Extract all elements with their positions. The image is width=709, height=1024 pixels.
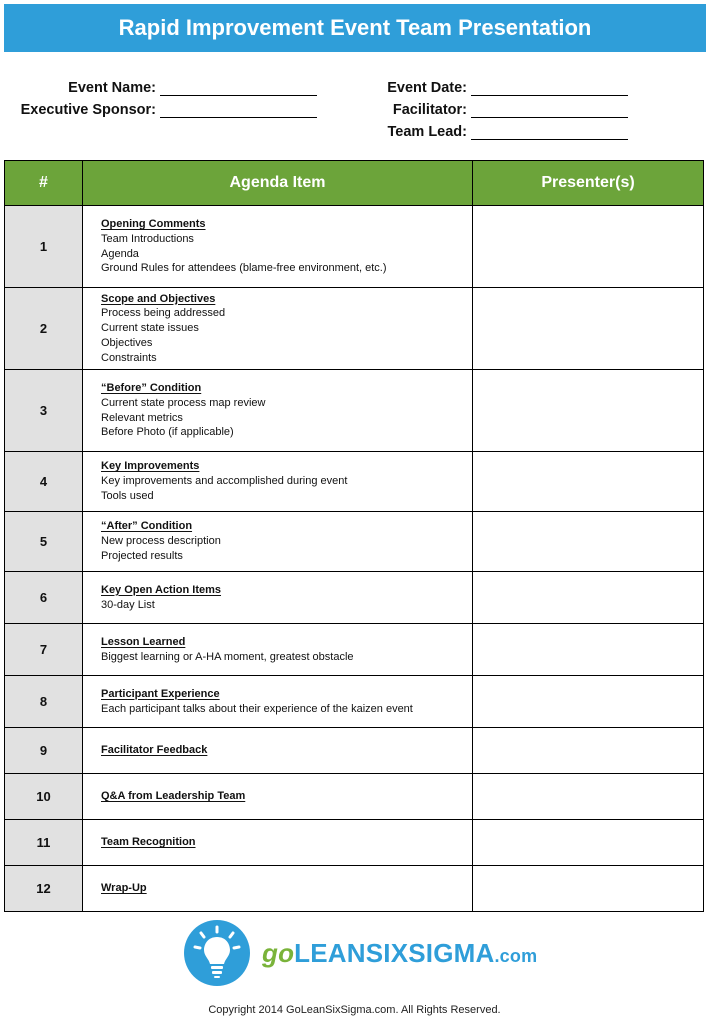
presenter-cell[interactable]: [473, 774, 704, 820]
logo-com: .com: [494, 946, 538, 966]
presenter-cell[interactable]: [473, 206, 704, 288]
logo-go: go: [262, 938, 295, 968]
logo-main: LEANSIXSIGMA: [294, 938, 495, 968]
presenter-cell[interactable]: [473, 512, 704, 572]
table-row: [5, 820, 704, 866]
logo-wordmark: [262, 938, 537, 969]
agenda-item-cell: [83, 624, 473, 676]
agenda-item-cell: [83, 774, 473, 820]
agenda-item-heading: Facilitator Feedback: [101, 744, 208, 757]
team-lead-field[interactable]: [471, 139, 628, 140]
agenda-item-detail: New process description: [101, 535, 221, 548]
agenda-item-detail: Projected results: [101, 549, 183, 562]
agenda-item-detail: Tools used: [101, 489, 154, 502]
presenter-cell[interactable]: [473, 676, 704, 728]
agenda-item-detail: Ground Rules for attendees (blame-free environment, etc.): [101, 262, 387, 275]
agenda-item-cell: [83, 452, 473, 512]
agenda-item-detail: Agenda: [101, 247, 139, 260]
table-row: [5, 774, 704, 820]
agenda-item-detail: Key improvements and accomplished during event: [101, 475, 348, 488]
agenda-item-cell: [83, 572, 473, 624]
agenda-item-heading: “After” Condition: [101, 520, 193, 533]
goleansixsigma-logo: [184, 920, 538, 990]
page-title: Rapid Improvement Event Team Presentation: [4, 4, 706, 52]
presenter-cell[interactable]: [473, 288, 704, 370]
agenda-item-detail: Current state process map review: [101, 396, 266, 409]
agenda-item-heading: Q&A from Leadership Team: [101, 790, 246, 803]
row-number: 8: [5, 676, 83, 728]
agenda-item-heading: Wrap-Up: [101, 882, 147, 895]
agenda-item-heading: Team Recognition: [101, 836, 196, 849]
agenda-item-cell: [83, 288, 473, 370]
agenda-item-heading: Lesson Learned: [101, 635, 186, 648]
agenda-item-detail: Biggest learning or A-HA moment, greatest obstacle: [101, 650, 354, 663]
table-row: [5, 866, 704, 912]
presenter-column-header: Presenter(s): [473, 161, 704, 206]
event-date-label: Event Date:: [387, 80, 467, 96]
table-row: [5, 728, 704, 774]
table-row: [5, 572, 704, 624]
event-date-field[interactable]: [471, 95, 628, 96]
row-number: 3: [5, 370, 83, 452]
agenda-item-detail: Constraints: [101, 351, 157, 364]
agenda-item-cell: [83, 512, 473, 572]
facilitator-label: Facilitator:: [392, 102, 467, 118]
table-row: [5, 676, 704, 728]
agenda-item-detail: Before Photo (if applicable): [101, 426, 234, 439]
agenda-item-heading: Key Open Action Items: [101, 583, 222, 596]
lightbulb-icon: [184, 920, 250, 986]
presenter-cell[interactable]: [473, 452, 704, 512]
number-column-header: #: [5, 161, 83, 206]
row-number: 5: [5, 512, 83, 572]
table-row: [5, 206, 704, 288]
row-number: 7: [5, 624, 83, 676]
logo-badge: [184, 920, 250, 986]
table-row: [5, 452, 704, 512]
presenter-cell[interactable]: [473, 820, 704, 866]
presenter-cell[interactable]: [473, 624, 704, 676]
agenda-item-heading: Participant Experience: [101, 687, 220, 700]
table-header-row: [5, 161, 704, 206]
executive-sponsor-field[interactable]: [160, 117, 317, 118]
row-number: 11: [5, 820, 83, 866]
executive-sponsor-label: Executive Sponsor:: [20, 102, 156, 118]
agenda-item-cell: [83, 370, 473, 452]
table-row: [5, 512, 704, 572]
table-row: [5, 370, 704, 452]
agenda-item-detail: Objectives: [101, 336, 153, 349]
presenter-cell[interactable]: [473, 866, 704, 912]
agenda-item-detail: Team Introductions: [101, 232, 194, 245]
agenda-item-heading: Scope and Objectives: [101, 292, 216, 305]
agenda-item-column-header: Agenda Item: [83, 161, 473, 206]
agenda-table: [4, 160, 704, 912]
agenda-item-detail: Each participant talks about their experience of the kaizen event: [101, 702, 413, 715]
event-name-field[interactable]: [160, 95, 317, 96]
presenter-cell[interactable]: [473, 370, 704, 452]
agenda-item-detail: 30-day List: [101, 598, 155, 611]
copyright-notice: Copyright 2014 GoLeanSixSigma.com. All Rights Reserved.: [208, 1004, 501, 1016]
agenda-item-detail: Relevant metrics: [101, 411, 183, 424]
agenda-item-cell: [83, 206, 473, 288]
agenda-item-cell: [83, 820, 473, 866]
table-row: [5, 624, 704, 676]
row-number: 6: [5, 572, 83, 624]
row-number: 4: [5, 452, 83, 512]
team-lead-label: Team Lead:: [387, 124, 467, 140]
agenda-item-cell: [83, 676, 473, 728]
presenter-cell[interactable]: [473, 572, 704, 624]
row-number: 9: [5, 728, 83, 774]
presenter-cell[interactable]: [473, 728, 704, 774]
agenda-item-cell: [83, 728, 473, 774]
event-name-label: Event Name:: [68, 80, 156, 96]
agenda-item-detail: Process being addressed: [101, 307, 226, 320]
row-number: 10: [5, 774, 83, 820]
row-number: 12: [5, 866, 83, 912]
agenda-item-cell: [83, 866, 473, 912]
agenda-item-heading: Key Improvements: [101, 460, 200, 473]
agenda-item-heading: “Before” Condition: [101, 381, 202, 394]
table-row: [5, 288, 704, 370]
row-number: 1: [5, 206, 83, 288]
facilitator-field[interactable]: [471, 117, 628, 118]
agenda-item-detail: Current state issues: [101, 322, 199, 335]
row-number: 2: [5, 288, 83, 370]
agenda-item-heading: Opening Comments: [101, 217, 206, 230]
